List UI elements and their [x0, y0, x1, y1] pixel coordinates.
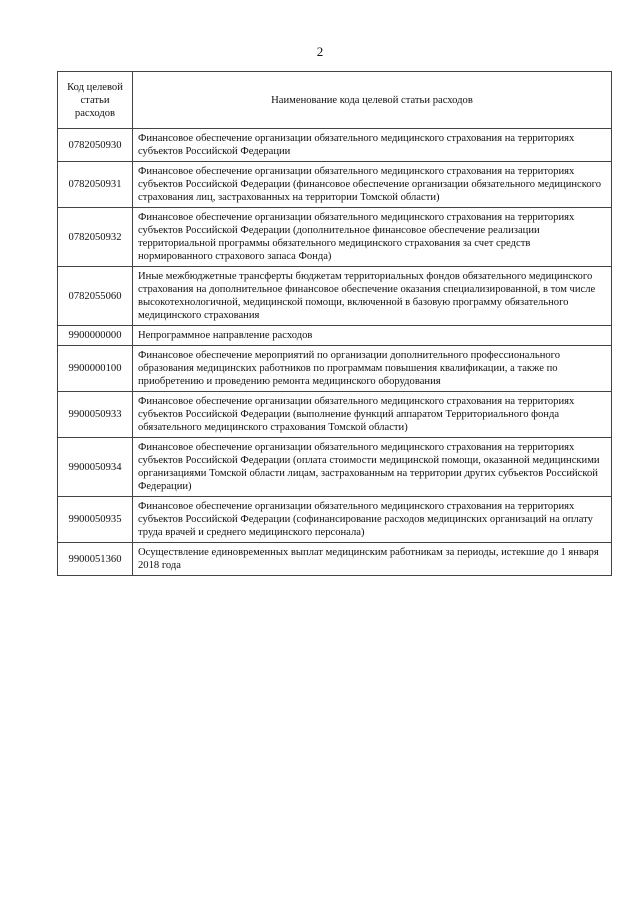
row-code: 0782055060: [58, 267, 133, 326]
table-row: [58, 392, 612, 438]
row-code: 0782050930: [58, 129, 133, 162]
row-code: 0782050932: [58, 208, 133, 267]
header-name: Наименование кода целевой статьи расходов: [133, 72, 612, 129]
table-row: [58, 497, 612, 543]
row-code: 9900000100: [58, 346, 133, 392]
row-name: Иные межбюджетные трансферты бюджетам территориальных фондов обязательного медицинского страхования на дополнительное финансовое обеспечение оказания специализированной, в том числе высокотехнологичной, медицинской помощи, включенной в базовую программу обязательного медицинского страхования: [133, 267, 612, 326]
expense-codes-table: [57, 71, 612, 576]
row-code: 9900050933: [58, 392, 133, 438]
row-name: Финансовое обеспечение мероприятий по организации дополнительного профессионального образования медицинских работников по программам повышения квалификации, а также по приобретению и проведению ремонта медицинского оборудования: [133, 346, 612, 392]
table-row: [58, 162, 612, 208]
row-name: Финансовое обеспечение организации обязательного медицинского страхования на территориях субъектов Российской Федерации (выполнение функций аппаратом Территориального фонда обязательного медицинского страхования Томской области): [133, 392, 612, 438]
row-code: 9900000000: [58, 326, 133, 346]
row-code: 9900051360: [58, 543, 133, 576]
table-row: [58, 129, 612, 162]
row-code: 0782050931: [58, 162, 133, 208]
row-name: Финансовое обеспечение организации обязательного медицинского страхования на территориях субъектов Российской Федерации (финансовое обеспечение организации обязательного медицинского страхования лиц, застрахованных на территории Томской области): [133, 162, 612, 208]
table-row: [58, 543, 612, 576]
table-row: [58, 326, 612, 346]
table-row: [58, 438, 612, 497]
row-code: 9900050934: [58, 438, 133, 497]
row-code: 9900050935: [58, 497, 133, 543]
table-row: [58, 208, 612, 267]
page-number: 2: [316, 44, 324, 59]
table-row: [58, 346, 612, 392]
header-code: Код целевой статьи расходов: [58, 72, 133, 129]
row-name: Финансовое обеспечение организации обязательного медицинского страхования на территориях субъектов Российской Федерации (дополнительное финансовое обеспечение реализации территориальной программы обязательного медицинского страхования за счет средств нормированного страхового запаса Фонда): [133, 208, 612, 267]
row-name: Непрограммное направление расходов: [133, 326, 612, 346]
row-name: Финансовое обеспечение организации обязательного медицинского страхования на территориях субъектов Российской Федерации (оплата стоимости медицинской помощи, оказанной медицинскими организациями Томской области лицам, застрахованным на территории других субъектов Российской Федерации): [133, 438, 612, 497]
table-row: [58, 267, 612, 326]
row-name: Финансовое обеспечение организации обязательного медицинского страхования на территориях субъектов Российской Федерации: [133, 129, 612, 162]
row-name: Осуществление единовременных выплат медицинским работникам за периоды, истекшие до 1 января 2018 года: [133, 543, 612, 576]
table-header-row: [58, 72, 612, 129]
row-name: Финансовое обеспечение организации обязательного медицинского страхования на территориях субъектов Российской Федерации (софинансирование расходов медицинских организаций на оплату труда врачей и среднего медицинского персонала): [133, 497, 612, 543]
